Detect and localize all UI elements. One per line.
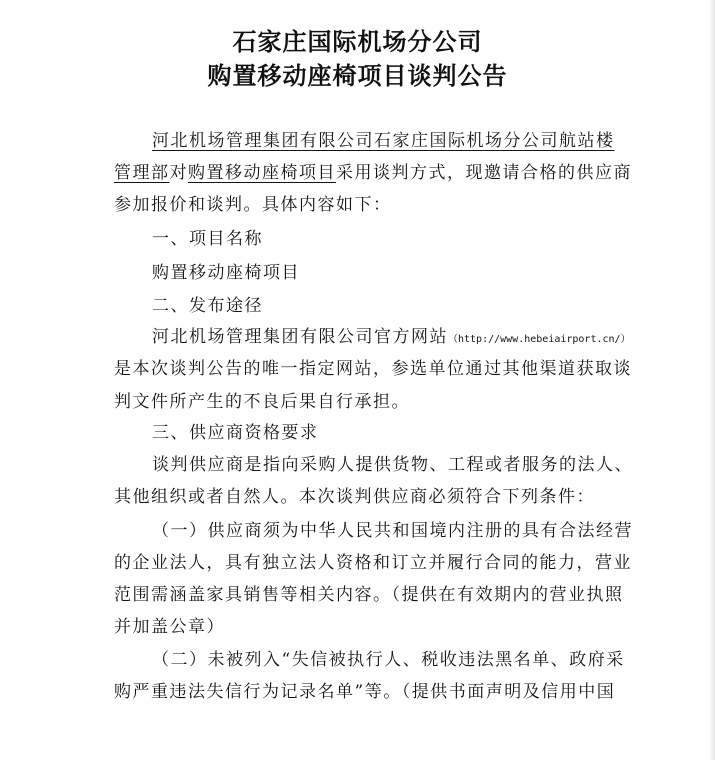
section2-website-label: 河北机场管理集团有限公司官方网站 [152,327,448,347]
intro-method: 采用谈判方式，现邀请合格的供应商 [336,163,632,183]
item1-line-3: 范围需涵盖家具销售等相关内容。（提供在有效期内的营业执照 [114,585,624,605]
intro-project-name: 购置移动座椅项目 [188,163,336,183]
intro-line-1 [152,126,615,151]
item1-line-1: （一）供应商须为中华人民共和国境内注册的具有合法经营 [152,521,633,541]
section2-line-3: 判文件所产生的不良后果自行承担。 [114,392,410,412]
section2-line-2: 是本次谈判公告的唯一指定网站，参选单位通过其他渠道获取谈 [114,359,632,379]
intro-org-name: 河北机场管理集团有限公司石家庄国际机场分公司航站楼 [152,131,615,151]
intro-line-3: 参加报价和谈判。具体内容如下： [114,195,392,215]
section2-website-url: （http://www.hebeiairport.cn/） [448,334,631,345]
item2-line-1: （二）未被列入“失信被执行人、税收违法黑名单、政府采 [152,650,625,670]
item1-line-4: 并加盖公章） [114,617,225,637]
section2-line-1 [152,322,631,347]
section1-content: 购置移动座椅项目 [152,263,300,283]
intro-department: 管理部 [114,163,170,183]
section3-heading: 三、供应商资格要求 [152,423,319,443]
section2-heading: 二、发布途径 [152,296,263,316]
title-line-1: 石家庄国际机场分公司 [232,28,483,56]
title-line-2: 购置移动座椅项目谈判公告 [207,62,508,90]
intro-connector: 对 [169,163,188,183]
section3-line-1: 谈判供应商是指向采购人提供货物、工程或者服务的法人、 [152,455,633,475]
item2-line-2: 购严重违法失信行为记录名单”等。（提供书面声明及信用中国 [114,682,616,702]
section3-line-2: 其他组织或者自然人。本次谈判供应商必须符合下列条件： [114,487,595,507]
section1-heading: 一、项目名称 [152,229,263,249]
page-edge-shadow [709,0,715,760]
item1-line-2: 的企业法人，具有独立法人资格和订立并履行合同的能力，营业 [114,553,632,573]
intro-line-2 [114,158,632,183]
